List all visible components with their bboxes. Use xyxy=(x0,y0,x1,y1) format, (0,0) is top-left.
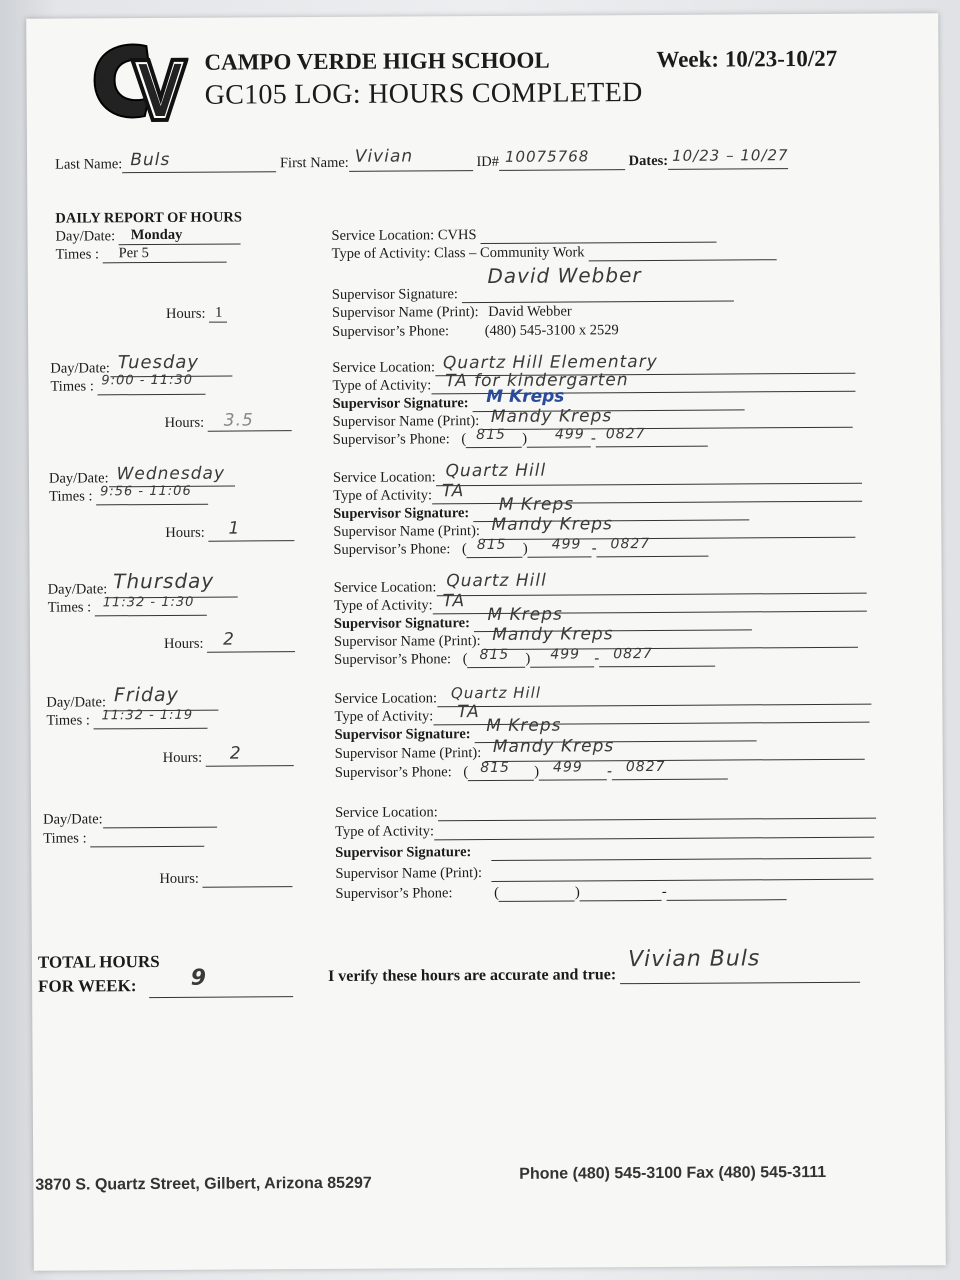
service-location-label: Service Location: xyxy=(333,579,437,596)
entry-6-day-row xyxy=(43,811,217,829)
entry-5-phone-line[interactable] xyxy=(612,758,728,781)
entry-1-activity-row xyxy=(332,243,777,263)
service-location-label: Service Location: xyxy=(332,469,436,486)
school-address: 3870 S. Quartz Street, Gilbert, Arizona 85297 xyxy=(35,1174,372,1194)
entry-5-location-field[interactable] xyxy=(437,683,871,708)
entry-6-activity-field[interactable] xyxy=(434,821,874,841)
entry-4-phone-line[interactable] xyxy=(599,645,715,668)
service-location-label: Service Location: xyxy=(331,227,435,244)
day-date-label: Day/Date: xyxy=(43,811,103,828)
entry-5-hours-value: 2 xyxy=(229,743,242,764)
entry-4-location-field[interactable] xyxy=(436,570,866,597)
entry-3-phone-row: Supervisor’s Phone: ( 815 ) 499 - 0827 xyxy=(333,540,708,559)
type-of-activity-label: Type of Activity: xyxy=(332,377,432,394)
entry-5-phone-area[interactable] xyxy=(468,759,534,781)
entry-2-day-value: Tuesday xyxy=(117,351,200,374)
dates-label: Dates: xyxy=(628,152,669,170)
day-date-label: Day/Date: xyxy=(46,694,107,711)
supervisor-name-label: Supervisor Name (Print): xyxy=(332,413,480,430)
entry-1-name-row xyxy=(332,303,572,321)
phone-line-value: 0827 xyxy=(605,426,646,443)
log-sheet xyxy=(26,13,946,1271)
entry-2-times-value: 9:00 - 11:30 xyxy=(101,372,194,389)
entry-3-phone-area[interactable] xyxy=(467,536,523,558)
entry-1-day-row xyxy=(55,227,240,245)
entry-4-hours-value: 2 xyxy=(223,629,235,650)
dates-field[interactable] xyxy=(668,146,789,170)
log-title: GC105 LOG: HOURS COMPLETED xyxy=(204,77,643,111)
entry-2-hours-value: 3.5 xyxy=(223,410,254,431)
entry-6-phone-prefix[interactable] xyxy=(580,884,662,902)
supervisor-phone-label: Supervisor’s Phone: xyxy=(334,651,452,668)
first-name-field[interactable] xyxy=(349,146,473,172)
entry-2-hours-field[interactable] xyxy=(208,410,292,432)
supervisor-signature-label: Supervisor Signature: xyxy=(334,726,471,743)
phone-prefix-value: 499 xyxy=(551,536,582,553)
type-of-activity-label: Type of Activity: xyxy=(331,245,431,262)
phone-line-value: 0827 xyxy=(613,645,653,663)
entry-1-activity-value: Class – Community Work xyxy=(434,244,585,262)
entry-4-name-row xyxy=(333,624,858,651)
entry-3-signature-value: M Kreps xyxy=(498,494,575,515)
entry-3-location-row xyxy=(332,460,862,487)
entry-3-phone-line[interactable] xyxy=(596,535,708,558)
entry-5-times-row xyxy=(46,707,207,730)
type-of-activity-label: Type of Activity: xyxy=(333,597,433,614)
phone-area-value: 815 xyxy=(480,759,510,777)
entry-4-phone-prefix[interactable] xyxy=(530,646,594,667)
phone-line-value: 0827 xyxy=(610,535,651,553)
entry-2-phone-line[interactable] xyxy=(596,426,708,448)
entry-2-phone-area[interactable] xyxy=(466,426,522,448)
entry-1-hours-value: 1 xyxy=(215,304,223,321)
entry-4-signature-value: M Kreps xyxy=(487,604,563,625)
entry-2-signature-value: M Kreps xyxy=(486,386,565,407)
supervisor-signature-label: Supervisor Signature: xyxy=(332,395,469,412)
entry-3-name-value: Mandy Kreps xyxy=(491,514,613,535)
hours-label: Hours: xyxy=(162,749,203,766)
entry-1-day-field[interactable] xyxy=(119,227,241,245)
hours-label: Hours: xyxy=(163,635,204,652)
times-label: Times : xyxy=(47,599,92,616)
phone-area-value: 815 xyxy=(476,426,506,444)
entry-4-times-field[interactable] xyxy=(95,594,207,617)
supervisor-name-label: Supervisor Name (Print): xyxy=(331,304,479,321)
supervisor-signature-label: Supervisor Signature: xyxy=(333,615,470,632)
supervisor-phone-label: Supervisor’s Phone: xyxy=(334,764,452,781)
supervisor-phone-label: Supervisor’s Phone: xyxy=(332,323,450,340)
entry-3-times-field[interactable] xyxy=(96,483,208,506)
entry-5-hours-row xyxy=(162,743,294,767)
entry-6-name-row xyxy=(335,863,873,883)
entry-5-activity-row xyxy=(334,702,869,726)
entry-4-name-value: Mandy Kreps xyxy=(492,624,614,645)
entry-2-location-value: Quartz Hill Elementary xyxy=(442,351,658,374)
entry-5-hours-field[interactable] xyxy=(206,743,294,767)
last-name-value: Buls xyxy=(130,149,171,171)
type-of-activity-label: Type of Activity: xyxy=(334,708,434,725)
student-info-row xyxy=(55,146,789,173)
entry-4-hours-row xyxy=(163,629,295,653)
service-location-label: Service Location: xyxy=(332,359,436,376)
entry-1-hours-row xyxy=(166,306,227,323)
service-location-label: Service Location: xyxy=(334,690,438,707)
entry-1-times-value: Per 5 xyxy=(118,245,149,262)
phone-area-value: 815 xyxy=(476,536,507,554)
last-name-field[interactable] xyxy=(122,149,276,173)
entry-1-hours-field[interactable] xyxy=(209,306,227,323)
type-of-activity-label: Type of Activity: xyxy=(333,487,433,504)
first-name-value: Vivian xyxy=(354,146,414,167)
phone-area-value: 815 xyxy=(479,646,510,664)
entry-4-hours-field[interactable] xyxy=(207,629,295,653)
entry-4-times-row xyxy=(47,594,207,617)
entry-3-location-field[interactable] xyxy=(436,460,862,487)
entry-3-name-field[interactable] xyxy=(483,514,855,540)
entry-5-location-value: Quartz Hill xyxy=(450,683,542,703)
entry-1-signature-value: David Webber xyxy=(487,263,642,288)
supervisor-phone-label: Supervisor’s Phone: xyxy=(333,541,451,558)
day-date-label: Day/Date: xyxy=(55,228,116,245)
entry-6-phone-area[interactable] xyxy=(499,884,575,901)
entry-3-activity-row xyxy=(333,481,862,505)
phone-prefix-value: 499 xyxy=(550,646,581,663)
entry-5-name-value: Mandy Kreps xyxy=(492,736,615,757)
entry-5-times-field[interactable] xyxy=(93,707,207,730)
entry-5-name-field[interactable] xyxy=(485,736,865,762)
entry-6-times-row xyxy=(43,830,204,848)
entry-6-day-field[interactable] xyxy=(103,811,217,829)
entry-5-location-row xyxy=(334,683,871,708)
entry-1-signature-field[interactable] xyxy=(462,263,734,303)
entry-3-phone-prefix[interactable] xyxy=(528,536,592,557)
entry-3-name-row xyxy=(333,514,855,541)
entry-5-times-value: 11:32 - 1:19 xyxy=(101,707,194,724)
entry-5-phone-row: Supervisor’s Phone: ( 815 ) 499 - 0827 xyxy=(335,763,728,782)
week-label: Week: 10/23-10/27 xyxy=(656,45,838,72)
first-name-label: First Name: xyxy=(279,154,349,172)
total-hours-label-line2: FOR WEEK: xyxy=(38,976,137,996)
times-label: Times : xyxy=(55,246,100,263)
entry-4-day-value: Thursday xyxy=(113,568,215,594)
entry-4-location-value: Quartz Hill xyxy=(446,570,547,592)
entry-1-phone-row xyxy=(332,322,619,341)
supervisor-phone-label: Supervisor’s Phone: xyxy=(335,885,453,902)
entry-5-signature-value: M Kreps xyxy=(486,715,562,737)
total-hours-label xyxy=(38,949,293,999)
entry-6-phone-row: Supervisor’s Phone: ( ) - xyxy=(335,883,786,903)
times-label: Times : xyxy=(50,378,94,395)
times-label: Times : xyxy=(46,712,90,729)
entry-3-times-row xyxy=(49,483,208,506)
supervisor-phone-label: Supervisor’s Phone: xyxy=(332,431,450,448)
entry-1-location-value: CVHS xyxy=(437,227,477,244)
last-name-label: Last Name: xyxy=(55,156,123,173)
total-hours-field[interactable] xyxy=(149,965,293,998)
entry-6-name-field[interactable] xyxy=(492,863,874,882)
verify-label: I verify these hours are accurate and true: xyxy=(327,966,617,985)
entry-4-activity-value: TA xyxy=(442,591,466,612)
service-location-label: Service Location: xyxy=(334,804,438,821)
entry-1-times-field[interactable] xyxy=(103,246,227,264)
supervisor-signature-label: Supervisor Signature: xyxy=(335,844,472,861)
id-field[interactable] xyxy=(499,147,625,171)
hours-label: Hours: xyxy=(164,414,205,431)
entry-4-name-field[interactable] xyxy=(484,624,858,650)
total-hours-label-line1: TOTAL HOURS xyxy=(37,951,160,972)
entry-3-activity-field[interactable] xyxy=(432,481,862,505)
entry-3-hours-row xyxy=(165,518,294,542)
day-date-label: Day/Date: xyxy=(48,470,109,487)
entry-5-phone-prefix[interactable] xyxy=(539,759,607,780)
id-label: ID# xyxy=(476,153,500,171)
entry-4-times-value: 11:32 - 1:30 xyxy=(102,594,195,611)
times-label: Times : xyxy=(49,488,93,505)
entry-3-day-value: Wednesday xyxy=(116,463,226,485)
entry-2-times-field[interactable] xyxy=(97,372,205,396)
verify-row xyxy=(327,946,860,986)
entry-2-name-field[interactable] xyxy=(483,406,853,430)
entry-1-day-value: Monday xyxy=(130,226,183,244)
entry-6-activity-row xyxy=(335,821,874,841)
daily-report-heading: DAILY REPORT OF HOURS xyxy=(55,209,242,227)
entry-4-location-row xyxy=(333,570,867,597)
hours-label: Hours: xyxy=(165,305,206,322)
entry-2-name-value: Mandy Kreps xyxy=(490,406,613,427)
supervisor-name-label: Supervisor Name (Print): xyxy=(333,633,481,650)
entry-5-name-row xyxy=(334,736,865,763)
entry-6-location-row xyxy=(335,802,876,822)
entry-6-signature-field[interactable] xyxy=(491,842,871,861)
type-of-activity-label: Type of Activity: xyxy=(335,823,435,840)
school-name: CAMPO VERDE HIGH SCHOOL xyxy=(204,47,550,75)
entry-6-signature-row xyxy=(335,842,871,862)
entry-1-location-row xyxy=(331,226,716,245)
id-value: 10075768 xyxy=(504,147,590,166)
entry-1-name-value: David Webber xyxy=(488,303,572,320)
entry-5-activity-value: TA xyxy=(457,702,480,723)
entry-1-activity-line xyxy=(588,243,776,261)
school-logo xyxy=(88,38,189,125)
day-date-label: Day/Date: xyxy=(47,581,108,598)
supervisor-signature-label: Supervisor Signature: xyxy=(331,286,458,303)
school-phone-fax: Phone (480) 545-3100 Fax (480) 545-3111 xyxy=(519,1163,827,1183)
phone-prefix-value: 499 xyxy=(554,426,585,443)
entry-3-hours-value: 1 xyxy=(228,518,241,539)
total-hours-value: 9 xyxy=(190,965,208,991)
phone-line-value: 0827 xyxy=(625,758,666,776)
student-signature-value: Vivian Buls xyxy=(627,946,761,973)
entry-3-times-value: 9:56 - 11:06 xyxy=(100,483,192,500)
entry-2-activity-row xyxy=(332,370,855,395)
entry-3-activity-value: TA xyxy=(441,481,465,502)
student-signature-field[interactable] xyxy=(620,946,860,984)
supervisor-name-label: Supervisor Name (Print): xyxy=(333,523,480,540)
entry-1-times-row xyxy=(56,246,227,264)
entry-3-hours-field[interactable] xyxy=(208,518,294,542)
entry-2-activity-value: TA for kindergarten xyxy=(445,370,629,392)
entry-2-hours-row xyxy=(164,410,292,432)
day-date-label: Day/Date: xyxy=(50,360,110,377)
entry-2-phone-prefix[interactable] xyxy=(527,426,591,447)
entry-3-location-value: Quartz Hill xyxy=(445,460,547,482)
entry-6-times-field[interactable] xyxy=(90,830,204,848)
entry-1-signature-row xyxy=(331,263,734,303)
hours-label: Hours: xyxy=(159,870,199,887)
times-label: Times : xyxy=(43,830,87,847)
entry-2-name-row xyxy=(332,406,853,431)
entry-6-phone-line[interactable] xyxy=(667,883,787,901)
entry-6-hours-row xyxy=(159,870,292,888)
entry-4-phone-area[interactable] xyxy=(467,646,525,668)
entry-6-hours-field[interactable] xyxy=(203,870,293,888)
supervisor-signature-label: Supervisor Signature: xyxy=(333,505,470,522)
supervisor-name-label: Supervisor Name (Print): xyxy=(335,865,483,882)
entry-4-phone-row: Supervisor’s Phone: ( 815 ) 499 - 0827 xyxy=(334,650,715,669)
entry-1-location-line xyxy=(480,226,716,244)
dates-value: 10/23 – 10/27 xyxy=(672,146,789,165)
entry-2-times-row xyxy=(50,372,205,396)
entry-2-phone-row: Supervisor’s Phone: ( 815 ) 499 - 0827 xyxy=(333,430,708,449)
supervisor-name-label: Supervisor Name (Print): xyxy=(334,745,482,762)
entry-5-day-value: Friday xyxy=(113,683,179,707)
entry-6-location-field[interactable] xyxy=(438,802,876,822)
entry-1-phone-value: (480) 545-3100 x 2529 xyxy=(484,322,619,340)
hours-label: Hours: xyxy=(165,524,205,541)
entry-4-activity-row xyxy=(333,591,867,615)
phone-prefix-value: 499 xyxy=(552,759,583,776)
